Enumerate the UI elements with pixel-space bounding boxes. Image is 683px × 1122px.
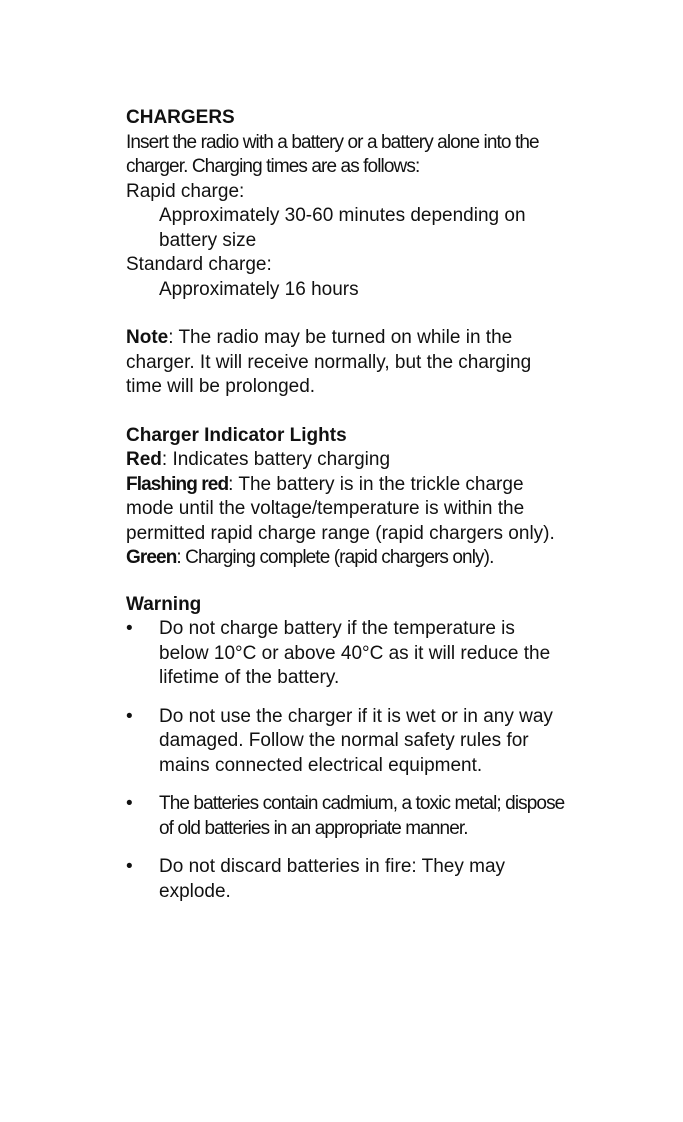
bullet-icon: • [126,705,133,727]
indicator-flashing-text: : The battery is in the trickle charge mode until the voltage/temperature is within the permitted rapid charge range (rapid chargers only). [126,473,555,544]
warning-list [126,617,566,904]
warning-section [126,593,566,905]
warning-item-text: Do not discard batteries in fire: They may explode. [159,856,506,902]
warning-item [126,792,566,841]
standard-charge-label: Standard charge: [126,254,272,275]
indicator-lights-heading: Charger Indicator Lights [126,424,347,446]
indicator-lights-section [126,424,566,571]
indicator-flashing-red [126,473,566,547]
page-content [126,106,566,918]
indicator-red-label: Red [126,449,162,470]
bullet-icon: • [126,618,133,639]
indicator-red [126,448,566,473]
warning-item-text: Do not charge battery if the temperature is below 10°C or above 40°C as it will reduce the lifetime of the battery. [159,618,551,688]
chargers-intro: Insert the radio with a battery or a battery alone into the charger. Charging times are as follows: [126,131,539,177]
note-text: : The radio may be turned on while in the charger. It will receive normally, but the charging time will be prolonged. [126,327,532,397]
warning-item [126,855,566,904]
indicator-green-label: Green [126,547,177,568]
rapid-charge-value: Approximately 30-60 minutes depending on battery size [159,205,526,251]
indicator-green [126,546,566,571]
chargers-heading: CHARGERS [126,107,235,128]
warning-item [126,617,566,691]
bullet-icon: • [126,793,132,814]
warning-heading: Warning [126,593,202,615]
indicator-green-text: : Charging complete (rapid chargers only). [176,547,494,568]
rapid-charge-label: Rapid charge: [126,180,245,202]
chargers-section [126,106,566,302]
indicator-red-text: : Indicates battery charging [161,449,391,470]
warning-item [126,705,566,779]
indicator-flashing-label: Flashing red [126,473,229,495]
note-paragraph [126,326,566,400]
warning-item-text: The batteries contain cadmium, a toxic metal; dispose of old batteries in an appropriate manner. [159,793,565,839]
note-label: Note [126,327,169,348]
warning-item-text: Do not use the charger if it is wet or in any way damaged. Follow the normal safety rules for mains connected electrical equipment. [159,705,553,776]
standard-charge-value: Approximately 16 hours [159,278,359,300]
bullet-icon: • [126,856,133,877]
